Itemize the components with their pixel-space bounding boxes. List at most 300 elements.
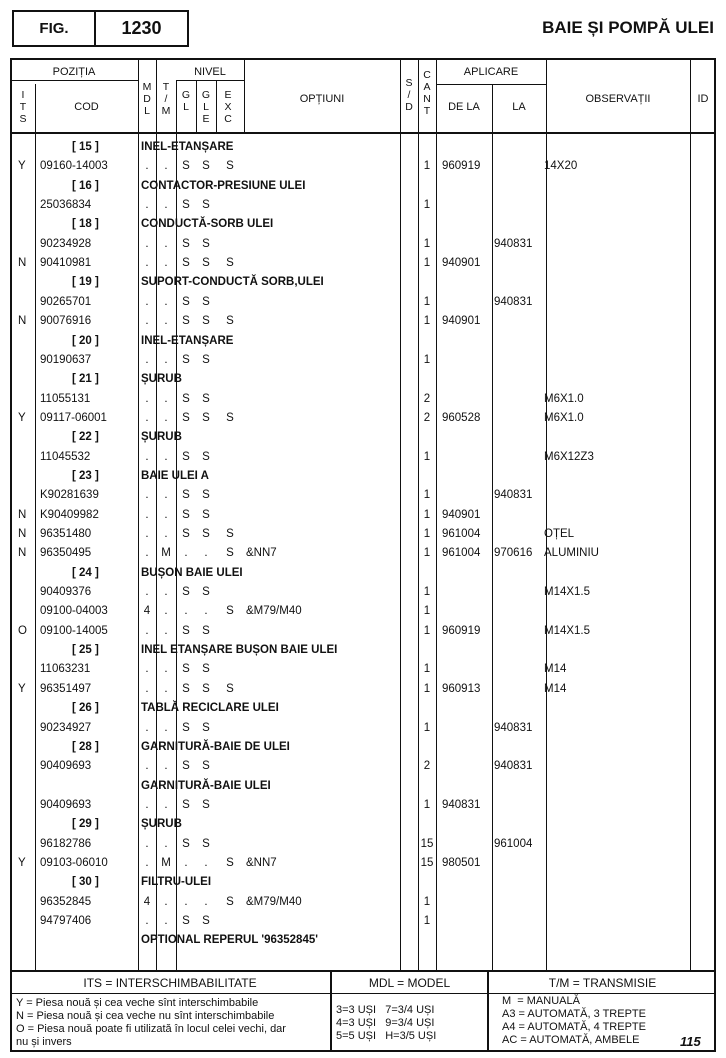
optiuni-header: OPȚIUNI — [299, 93, 345, 105]
column-line — [196, 80, 197, 132]
gl-value: S — [182, 199, 190, 212]
gl-value: S — [182, 798, 190, 811]
mdl-legend-line: 5=5 UȘI H=3/5 UȘI — [336, 1030, 437, 1042]
its-code: Y — [18, 160, 26, 173]
to-date: 940831 — [494, 489, 533, 502]
part-code: 96351497 — [40, 682, 92, 695]
gl-value: S — [182, 663, 190, 676]
part-code: 11063231 — [40, 663, 91, 676]
tm-value: . — [164, 586, 168, 599]
part-code: 25036834 — [40, 199, 92, 212]
mdl-value: . — [145, 682, 149, 695]
quantity: 1 — [423, 721, 431, 734]
exc-header: E — [224, 89, 232, 101]
tm-value: . — [164, 199, 168, 212]
gl-value: S — [182, 237, 190, 250]
part-code: 90234928 — [40, 237, 92, 250]
exc-value: S — [226, 411, 234, 424]
position-number: [ 28 ] — [72, 740, 99, 753]
footer-divider — [10, 970, 716, 972]
position-name: GARNITURĂ-BAIE ULEI — [141, 779, 271, 792]
tm-value: M — [161, 856, 171, 869]
quantity: 1 — [423, 624, 431, 637]
mdl-value: . — [145, 586, 149, 599]
gle-value: S — [202, 586, 210, 599]
gl-value: S — [182, 915, 190, 927]
position-number: [ 15 ] — [72, 141, 99, 153]
observation: M6X1.0 — [544, 411, 584, 424]
mdl-value: . — [145, 199, 149, 212]
quantity: 15 — [420, 837, 434, 850]
column-line — [690, 58, 691, 970]
tm-value: . — [164, 663, 168, 676]
position-name: TABLĂ RECICLARE ULEI — [141, 702, 279, 715]
mdl-value: . — [145, 353, 149, 366]
gle-value: S — [202, 798, 210, 811]
quantity: 1 — [423, 798, 431, 811]
observation: M6X12Z3 — [544, 450, 594, 463]
position-number: [ 16 ] — [72, 179, 99, 192]
mdl-value: . — [145, 450, 149, 463]
gl-value: S — [182, 295, 190, 308]
id-header: ID — [697, 93, 709, 105]
its-code: Y — [18, 411, 26, 424]
quantity: 1 — [423, 160, 431, 173]
its-code: Y — [18, 856, 26, 869]
column-line — [35, 84, 36, 970]
part-code: 90265701 — [40, 295, 92, 308]
gl-value: S — [182, 392, 190, 405]
gle-value: S — [202, 315, 210, 328]
position-name: ȘURUB — [141, 373, 182, 386]
observation: M14X1.5 — [544, 624, 591, 637]
position-number: [ 20 ] — [72, 334, 99, 347]
tm-header: / — [164, 93, 168, 105]
column-line — [400, 58, 401, 970]
tm-value: . — [164, 508, 168, 521]
gle-value: S — [202, 528, 210, 540]
its-code: N — [18, 547, 27, 560]
cant-header: T — [423, 105, 431, 117]
column-line — [216, 80, 217, 132]
quantity: 1 — [423, 895, 431, 908]
mdl-value: . — [145, 624, 149, 637]
quantity: 1 — [423, 199, 431, 212]
part-code: 90410981 — [40, 257, 92, 270]
mdl-value: . — [145, 295, 149, 308]
position-number: [ 23 ] — [72, 469, 99, 482]
exc-value: S — [226, 528, 234, 540]
position-number: [ 24 ] — [72, 566, 99, 579]
position-name: OPTIONAL REPERUL '96352845' — [141, 934, 318, 947]
gl-value: S — [182, 586, 190, 599]
column-line — [176, 80, 177, 970]
part-code: 09100-14005 — [40, 624, 108, 637]
mdl-value: . — [145, 257, 149, 270]
part-code: 11055131 — [40, 392, 91, 405]
aplicare-header: APLICARE — [463, 66, 519, 78]
gle-value: S — [202, 508, 210, 521]
its-legend-line: Y = Piesa nouă și cea veche sînt interschimbabile — [16, 997, 259, 1009]
gle-value: . — [204, 547, 208, 560]
to-date: 940831 — [494, 721, 533, 734]
observatii-header: OBSERVAȚII — [585, 93, 651, 105]
its-header: T — [19, 101, 27, 113]
gle-value: S — [202, 721, 210, 734]
mdl-value: 4 — [143, 605, 151, 618]
its-code: O — [18, 624, 27, 637]
quantity: 1 — [423, 237, 431, 250]
gl-header: L — [183, 101, 189, 113]
part-code: 96351480 — [40, 528, 92, 540]
position-name: CONDUCTĂ-SORB ULEI — [141, 218, 274, 231]
part-code: 96352845 — [40, 895, 92, 908]
tm-legend-title: T/M = TRANSMISIE — [548, 976, 657, 990]
from-date: 940901 — [442, 257, 481, 270]
gle-header: E — [202, 113, 210, 125]
gl-value: S — [182, 837, 190, 850]
gle-value: S — [202, 257, 210, 270]
from-date: 960913 — [442, 682, 481, 695]
gl-value: S — [182, 528, 190, 540]
gle-value: S — [202, 624, 210, 637]
observation: ALUMINIU — [544, 547, 599, 560]
gl-value: S — [182, 624, 190, 637]
from-date: 961004 — [442, 547, 481, 560]
gle-value: S — [202, 295, 210, 308]
exc-value: S — [226, 682, 234, 695]
gle-value: S — [202, 411, 210, 424]
mdl-value: . — [145, 489, 149, 502]
from-date: 940901 — [442, 508, 481, 521]
its-code: N — [18, 528, 27, 540]
mdl-value: . — [145, 798, 149, 811]
gl-value: S — [182, 508, 190, 521]
gl-value: S — [182, 721, 190, 734]
sd-header: / — [407, 89, 411, 101]
mdl-legend-line: 3=3 UȘI 7=3/4 UȘI — [336, 1004, 435, 1016]
mdl-value: . — [145, 547, 149, 560]
part-code: 09100-04003 — [40, 605, 108, 618]
gle-value: S — [202, 392, 210, 405]
position-name: INEL-ETANȘARE — [141, 334, 234, 347]
tm-header: M — [161, 105, 171, 117]
quantity: 1 — [423, 605, 431, 618]
from-date: 960919 — [442, 624, 481, 637]
position-number: [ 18 ] — [72, 218, 99, 231]
tm-value: . — [164, 624, 168, 637]
cant-header: A — [423, 81, 431, 93]
tm-value: . — [164, 160, 168, 173]
gl-header: G — [181, 89, 191, 101]
fig-number: 1230 — [121, 18, 162, 38]
header-bottom-line — [10, 132, 716, 134]
its-code: Y — [18, 682, 26, 695]
part-code: 09103-06010 — [40, 856, 108, 869]
its-code: N — [18, 315, 27, 328]
gle-value: . — [204, 605, 208, 618]
observation: M14 — [544, 682, 567, 695]
mdl-legend-line: 4=3 UȘI 9=3/4 UȘI — [336, 1017, 435, 1029]
mdl-value: . — [145, 237, 149, 250]
tm-legend-line: M = MANUALĂ — [502, 995, 580, 1007]
its-code: N — [18, 508, 27, 521]
gle-header: G — [201, 89, 211, 101]
observation: M6X1.0 — [544, 392, 584, 405]
part-code: 09160-14003 — [40, 160, 108, 173]
tm-header: T — [162, 81, 170, 93]
quantity: 1 — [423, 528, 431, 540]
la-header: LA — [512, 101, 526, 113]
gl-value: S — [182, 315, 190, 328]
tm-value: . — [164, 760, 168, 773]
mdl-value: . — [145, 528, 149, 540]
tm-value: . — [164, 837, 168, 850]
tm-value: . — [164, 489, 168, 502]
quantity: 2 — [423, 392, 431, 405]
exc-value: S — [226, 856, 234, 869]
exc-value: S — [226, 605, 234, 618]
mdl-header: M — [142, 81, 152, 93]
part-code: 90076916 — [40, 315, 92, 328]
its-legend-title: ITS = INTERSCHIMBABILITATE — [83, 976, 257, 990]
dela-header: DE LA — [448, 101, 480, 113]
pozitia-header: POZIȚIA — [52, 66, 96, 78]
gle-value: S — [202, 682, 210, 695]
tm-value: . — [164, 353, 168, 366]
part-code: 90409693 — [40, 798, 92, 811]
from-date: 940901 — [442, 315, 481, 328]
to-date: 961004 — [494, 837, 533, 850]
part-code: 09117-06001 — [40, 411, 107, 424]
column-line — [436, 58, 437, 970]
position-number: [ 25 ] — [72, 644, 99, 657]
exc-value: S — [226, 257, 234, 270]
position-number: [ 26 ] — [72, 702, 99, 715]
position-number: [ 19 ] — [72, 276, 99, 289]
tm-value: M — [161, 547, 171, 560]
mdl-header: D — [143, 93, 151, 105]
position-number: [ 21 ] — [72, 373, 99, 386]
tm-value: . — [164, 605, 168, 618]
part-code: 94797406 — [40, 915, 92, 927]
quantity: 2 — [423, 411, 431, 424]
tm-value: . — [164, 392, 168, 405]
position-number: [ 29 ] — [72, 818, 99, 831]
mdl-value: . — [145, 411, 149, 424]
exc-value: S — [226, 895, 234, 908]
position-name: FILTRU-ULEI — [141, 876, 212, 889]
quantity: 1 — [423, 682, 431, 695]
gle-value: S — [202, 663, 210, 676]
observation: M14 — [544, 663, 567, 676]
part-code: 90409376 — [40, 586, 92, 599]
quantity: 1 — [423, 547, 431, 560]
mdl-value: . — [145, 837, 149, 850]
gle-value: S — [202, 237, 210, 250]
part-code: 11045532 — [40, 450, 91, 463]
its-header: S — [19, 113, 27, 125]
gl-value: S — [182, 160, 190, 173]
gle-value: S — [202, 760, 210, 773]
quantity: 1 — [423, 489, 431, 502]
mdl-value: . — [145, 315, 149, 328]
exc-value: S — [226, 547, 234, 560]
position-name: BAIE ULEI A — [141, 469, 209, 482]
pozitia-underline — [10, 80, 138, 81]
option-code: &NN7 — [246, 856, 277, 869]
option-code: &NN7 — [246, 547, 277, 560]
aplicare-underline — [436, 84, 546, 85]
its-legend-line: nu și invers — [16, 1036, 72, 1048]
mdl-value: 4 — [143, 895, 151, 908]
part-code: 90234927 — [40, 721, 92, 734]
from-date: 960528 — [442, 411, 481, 424]
gl-value: S — [182, 450, 190, 463]
mdl-header: L — [144, 105, 150, 117]
quantity: 1 — [423, 257, 431, 270]
cant-header: C — [423, 69, 431, 81]
exc-value: S — [226, 160, 234, 173]
tm-value: . — [164, 895, 168, 908]
position-name: ȘURUB — [141, 818, 182, 831]
option-code: &M79/M40 — [246, 605, 302, 618]
fig-label: FIG. — [39, 20, 69, 37]
tm-value: . — [164, 295, 168, 308]
gl-value: S — [182, 257, 190, 270]
quantity: 1 — [423, 353, 431, 366]
quantity: 1 — [423, 915, 431, 927]
option-code: &M79/M40 — [246, 895, 302, 908]
part-code: 96182786 — [40, 837, 92, 850]
column-line — [546, 58, 547, 970]
mdl-value: . — [145, 856, 149, 869]
mdl-value: . — [145, 915, 149, 927]
to-date: 970616 — [494, 547, 533, 560]
part-code: K90409982 — [40, 508, 99, 521]
position-name: CONTACTOR-PRESIUNE ULEI — [141, 179, 306, 192]
its-legend-line: O = Piesa nouă poate fi utilizată în locul celei vechi, dar — [16, 1023, 286, 1035]
position-name: INEL ETANȘARE BUȘON BAIE ULEI — [141, 644, 338, 657]
to-date: 940831 — [494, 760, 533, 773]
part-code: 90190637 — [40, 353, 92, 366]
gl-value: . — [184, 605, 188, 618]
observation: OȚEL — [544, 528, 575, 540]
its-header: I — [21, 89, 25, 101]
tm-value: . — [164, 315, 168, 328]
quantity: 1 — [423, 663, 431, 676]
gle-value: S — [202, 353, 210, 366]
part-code: 96350495 — [40, 547, 92, 560]
gle-value: . — [204, 856, 208, 869]
parts-table — [10, 58, 716, 1052]
to-date: 940831 — [494, 295, 533, 308]
column-line — [492, 84, 493, 970]
tm-legend-line: A4 = AUTOMATĂ, 4 TREPTE — [502, 1021, 646, 1033]
position-name: ȘURUB — [141, 431, 182, 444]
mdl-value: . — [145, 760, 149, 773]
its-legend-line: N = Piesa nouă și cea veche nu sînt interschimbabile — [16, 1010, 275, 1022]
cant-header: N — [423, 93, 431, 105]
position-number: [ 30 ] — [72, 876, 99, 889]
part-code: K90281639 — [40, 489, 99, 502]
quantity: 1 — [423, 450, 431, 463]
tm-value: . — [164, 798, 168, 811]
nivel-header: NIVEL — [194, 66, 226, 78]
exc-value: S — [226, 315, 234, 328]
gl-value: S — [182, 411, 190, 424]
from-date: 960919 — [442, 160, 481, 173]
tm-value: . — [164, 237, 168, 250]
tm-value: . — [164, 915, 168, 927]
gle-value: S — [202, 199, 210, 212]
position-name: GARNITURĂ-BAIE DE ULEI — [141, 740, 290, 753]
gl-value: S — [182, 489, 190, 502]
position-name: BUȘON BAIE ULEI — [141, 566, 243, 579]
quantity: 15 — [420, 856, 434, 869]
quantity: 2 — [423, 760, 431, 773]
tm-legend-line: A3 = AUTOMATĂ, 3 TREPTE — [502, 1008, 646, 1020]
position-number: [ 22 ] — [72, 431, 99, 444]
part-code: 90409693 — [40, 760, 92, 773]
mdl-value: . — [145, 721, 149, 734]
nivel-underline — [176, 80, 244, 81]
quantity: 1 — [423, 295, 431, 308]
cod-header: COD — [74, 101, 99, 113]
tm-value: . — [164, 528, 168, 540]
to-date: 940831 — [494, 237, 533, 250]
its-code: N — [18, 257, 27, 270]
gle-value: S — [202, 915, 210, 927]
gle-value: . — [204, 895, 208, 908]
tm-value: . — [164, 450, 168, 463]
mdl-value: . — [145, 508, 149, 521]
tm-value: . — [164, 682, 168, 695]
exc-header: C — [224, 113, 232, 125]
from-date: 961004 — [442, 528, 481, 540]
sd-header: S — [405, 77, 413, 89]
observation: 14X20 — [544, 160, 578, 173]
position-name: INEL-ETANȘARE — [141, 141, 234, 153]
tm-value: . — [164, 411, 168, 424]
page-title: BAIE ȘI POMPĂ ULEI — [542, 18, 714, 37]
gl-value: S — [182, 353, 190, 366]
sd-header: D — [405, 101, 413, 113]
from-date: 980501 — [442, 856, 481, 869]
footer-title-divider — [10, 993, 716, 994]
mdl-legend-title: MDL = MODEL — [368, 976, 451, 990]
gle-header: L — [203, 101, 209, 113]
gl-value: S — [182, 682, 190, 695]
mdl-value: . — [145, 663, 149, 676]
tm-value: . — [164, 721, 168, 734]
gl-value: . — [184, 547, 188, 560]
gl-value: . — [184, 895, 188, 908]
position-name: SUPORT-CONDUCTĂ SORB,ULEI — [141, 276, 324, 289]
exc-header: X — [224, 101, 232, 113]
gle-value: S — [202, 160, 210, 173]
quantity: 1 — [423, 586, 431, 599]
gle-value: S — [202, 450, 210, 463]
gl-value: S — [182, 760, 190, 773]
gl-value: . — [184, 856, 188, 869]
gle-value: S — [202, 837, 210, 850]
from-date: 940831 — [442, 798, 481, 811]
quantity: 1 — [423, 315, 431, 328]
page-mark: 115 — [680, 1034, 701, 1049]
gle-value: S — [202, 489, 210, 502]
quantity: 1 — [423, 508, 431, 521]
